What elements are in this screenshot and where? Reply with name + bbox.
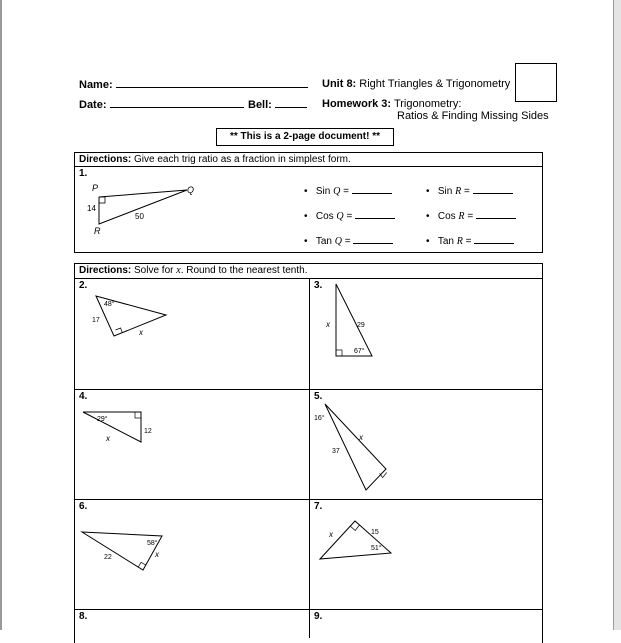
unit-title: Right Triangles & Trigonometry bbox=[359, 78, 511, 90]
side-rq-label: 50 bbox=[135, 212, 144, 221]
right-angle-marker bbox=[336, 350, 342, 356]
angle-label: 51° bbox=[371, 545, 382, 552]
problem-number-3: 3. bbox=[314, 280, 323, 291]
unknown-x-label: x bbox=[155, 550, 159, 559]
name-label: Name: bbox=[79, 79, 113, 91]
directions-label: Directions: bbox=[79, 265, 132, 276]
section2-directions: Directions: Solve for x. Round to the nearest tenth. bbox=[79, 265, 308, 276]
right-angle-marker bbox=[350, 525, 359, 531]
date-blank[interactable] bbox=[110, 98, 244, 108]
section1-directions bbox=[79, 154, 351, 165]
angle-label: 16° bbox=[314, 415, 325, 422]
unit-line bbox=[322, 78, 510, 90]
directions-text: Give each trig ratio as a fraction in simplest form. bbox=[134, 154, 351, 165]
score-box bbox=[515, 63, 557, 102]
ratio-sin-q: • Sin Q = bbox=[304, 184, 392, 197]
name-blank[interactable] bbox=[116, 78, 308, 88]
window-scrollbar[interactable] bbox=[613, 0, 621, 630]
ratio-tan-r: • Tan R = bbox=[426, 234, 514, 247]
right-angle-marker bbox=[380, 473, 387, 478]
ratio-tan-q: • Tan Q = bbox=[304, 234, 393, 247]
answer-blank[interactable] bbox=[353, 234, 393, 244]
answer-blank[interactable] bbox=[355, 209, 395, 219]
date-row bbox=[79, 98, 244, 111]
homework-line bbox=[322, 98, 461, 110]
notice-text: ** This is a 2-page document! ** bbox=[229, 131, 381, 142]
ratio-cos-r: • Cos R = bbox=[426, 209, 516, 222]
grid-row-line bbox=[74, 609, 543, 610]
bell-row bbox=[248, 98, 307, 111]
angle-label: 29° bbox=[97, 416, 108, 423]
side-label: 12 bbox=[144, 428, 152, 435]
answer-blank[interactable] bbox=[476, 209, 516, 219]
vertex-r-label: R bbox=[94, 226, 101, 236]
triangle-problem-4 bbox=[74, 390, 174, 460]
side-label: 37 bbox=[332, 448, 340, 455]
ratio-cos-q: • Cos Q = bbox=[304, 209, 395, 222]
unit-label: Unit 8: bbox=[322, 78, 357, 90]
answer-blank[interactable] bbox=[474, 234, 514, 244]
problem-number-7: 7. bbox=[314, 501, 323, 512]
side-label: 29 bbox=[357, 322, 365, 329]
bell-label: Bell: bbox=[248, 99, 272, 111]
triangle-problem-2 bbox=[74, 279, 184, 359]
angle-label: 48° bbox=[104, 301, 115, 308]
homework-title: Trigonometry: bbox=[393, 98, 462, 110]
answer-blank[interactable] bbox=[352, 184, 392, 194]
unknown-x-label: x bbox=[326, 320, 330, 329]
side-label: 22 bbox=[104, 554, 112, 561]
problem-number-1: 1. bbox=[79, 168, 88, 179]
problem-number-4: 4. bbox=[79, 391, 88, 402]
homework-label: Homework 3: bbox=[322, 98, 392, 110]
name-row bbox=[79, 78, 308, 91]
vertex-q-label: Q bbox=[187, 185, 195, 195]
notice-box bbox=[216, 128, 394, 146]
angle-label: 58° bbox=[147, 540, 158, 547]
homework-subtitle: Ratios & Finding Missing Sides bbox=[397, 110, 549, 122]
directions-label: Directions: bbox=[79, 154, 132, 165]
triangle-problem-3 bbox=[309, 279, 399, 364]
triangle-problem-6 bbox=[74, 500, 174, 575]
triangle-pqr bbox=[74, 167, 214, 247]
right-angle-marker bbox=[135, 412, 141, 418]
ratio-sin-r: • Sin R = bbox=[426, 184, 513, 197]
answer-blank[interactable] bbox=[473, 184, 513, 194]
side-label: 15 bbox=[371, 529, 379, 536]
problem-number-8: 8. bbox=[79, 611, 88, 622]
unknown-x-label: x bbox=[139, 328, 143, 337]
problem-number-5: 5. bbox=[314, 391, 323, 402]
problem-number-2: 2. bbox=[79, 280, 88, 291]
side-pr-label: 14 bbox=[87, 204, 96, 213]
window-left-edge bbox=[0, 0, 2, 630]
problem-number-9: 9. bbox=[314, 611, 323, 622]
right-angle-marker bbox=[99, 197, 105, 203]
triangle-problem-5 bbox=[309, 390, 409, 495]
bell-blank[interactable] bbox=[275, 98, 307, 108]
triangle-problem-7 bbox=[309, 500, 409, 575]
angle-label: 67° bbox=[354, 348, 365, 355]
unknown-x-label: x bbox=[106, 434, 110, 443]
right-angle-marker bbox=[116, 328, 123, 333]
unknown-x-label: x bbox=[329, 530, 333, 539]
problem-number-6: 6. bbox=[79, 501, 88, 512]
vertex-p-label: P bbox=[92, 183, 99, 193]
date-label: Date: bbox=[79, 99, 107, 111]
side-label: 17 bbox=[92, 317, 100, 324]
unknown-x-label: x bbox=[359, 433, 363, 442]
